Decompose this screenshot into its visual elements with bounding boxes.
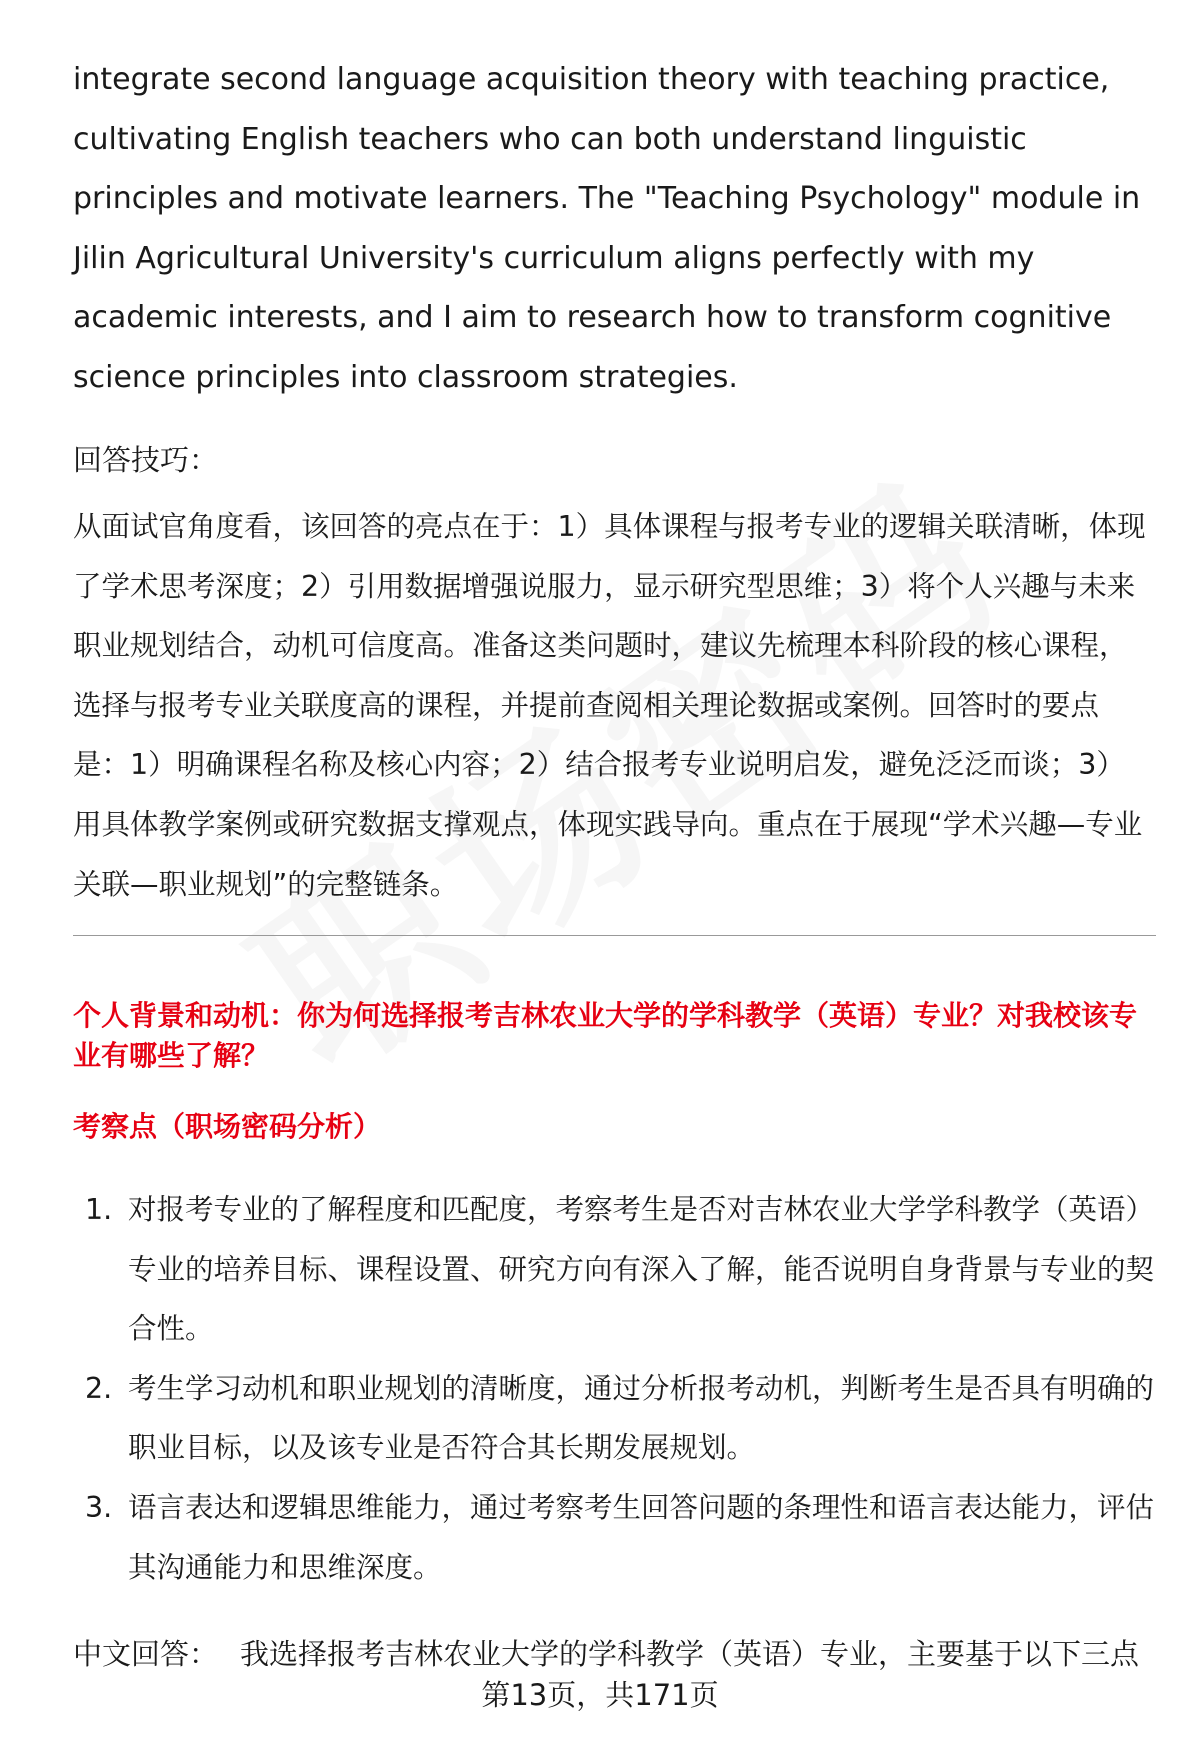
assessment-list [73, 1180, 1156, 1597]
section-divider [73, 935, 1156, 936]
question-heading: 个人背景和动机：你为何选择报考吉林农业大学的学科教学（英语）专业？对我校该专业有哪些了解？ [73, 999, 1138, 1072]
point-number: 3. [85, 1490, 113, 1524]
point-text: 语言表达和逻辑思维能力，通过考察考生回答问题的条理性和语言表达能力，评估其沟通能力和思维深度。 [128, 1490, 1155, 1584]
answer-line [73, 1634, 1173, 1674]
point-text: 考生学习动机和职业规划的清晰度，通过分析报考动机，判断考生是否具有明确的职业目标，以及该专业是否符合其长期发展规划。 [128, 1371, 1155, 1465]
page-footer: 第13页，共171页 [481, 1678, 719, 1712]
point-number: 2. [85, 1371, 113, 1405]
assessment-point [73, 1359, 1156, 1478]
point-number: 1. [85, 1193, 113, 1226]
tips-label: 回答技巧： [73, 443, 219, 477]
assessment-point [73, 1180, 1156, 1359]
point-text: 对报考专业的了解程度和匹配度，考察考生是否对吉林农业大学学科教学（英语）专业的培养目标、课程设置、研究方向有深入了解，能否说明自身背景与专业的契合性。 [128, 1193, 1155, 1346]
tips-body: 从面试官角度看，该回答的亮点在于：1）具体课程与报考专业的逻辑关联清晰，体现了学术思考深度；2）引用数据增强说服力，显示研究型思维；3）将个人兴趣与未来职业规划结合，动机可信度高。准备这类问题时，建议先梳理本科阶段的核心课程，选择与报考专业关联度高的课程，并提前查阅相关理论数据或案例。回答时的要点是：1）明确课程名称及核心内容；2）结合报考专业说明启发，避免泛泛而谈；3）用具体教学案例或研究数据支撑观点，体现实践导向。重点在于展现“学术兴趣—专业关联—职业规划”的完整链条。 [73, 510, 1146, 901]
answer-label: 中文回答： [73, 1637, 219, 1671]
assessment-point [73, 1478, 1156, 1597]
answer-text: 我选择报考吉林农业大学的学科教学（英语）专业，主要基于以下三点 [240, 1637, 1140, 1671]
intro-paragraph: integrate second language acquisition theory with teaching practice, cultivating English teachers who can both understand linguistic principles and motivate learners. The "Teaching Psychology" module in Jilin Agricultural University's curriculum aligns perfectly with my academic interests, and I aim to research how to transform cognitive science principles into classroom strategies. [73, 62, 1141, 395]
assessment-title: 考察点（职场密码分析） [73, 1110, 382, 1143]
